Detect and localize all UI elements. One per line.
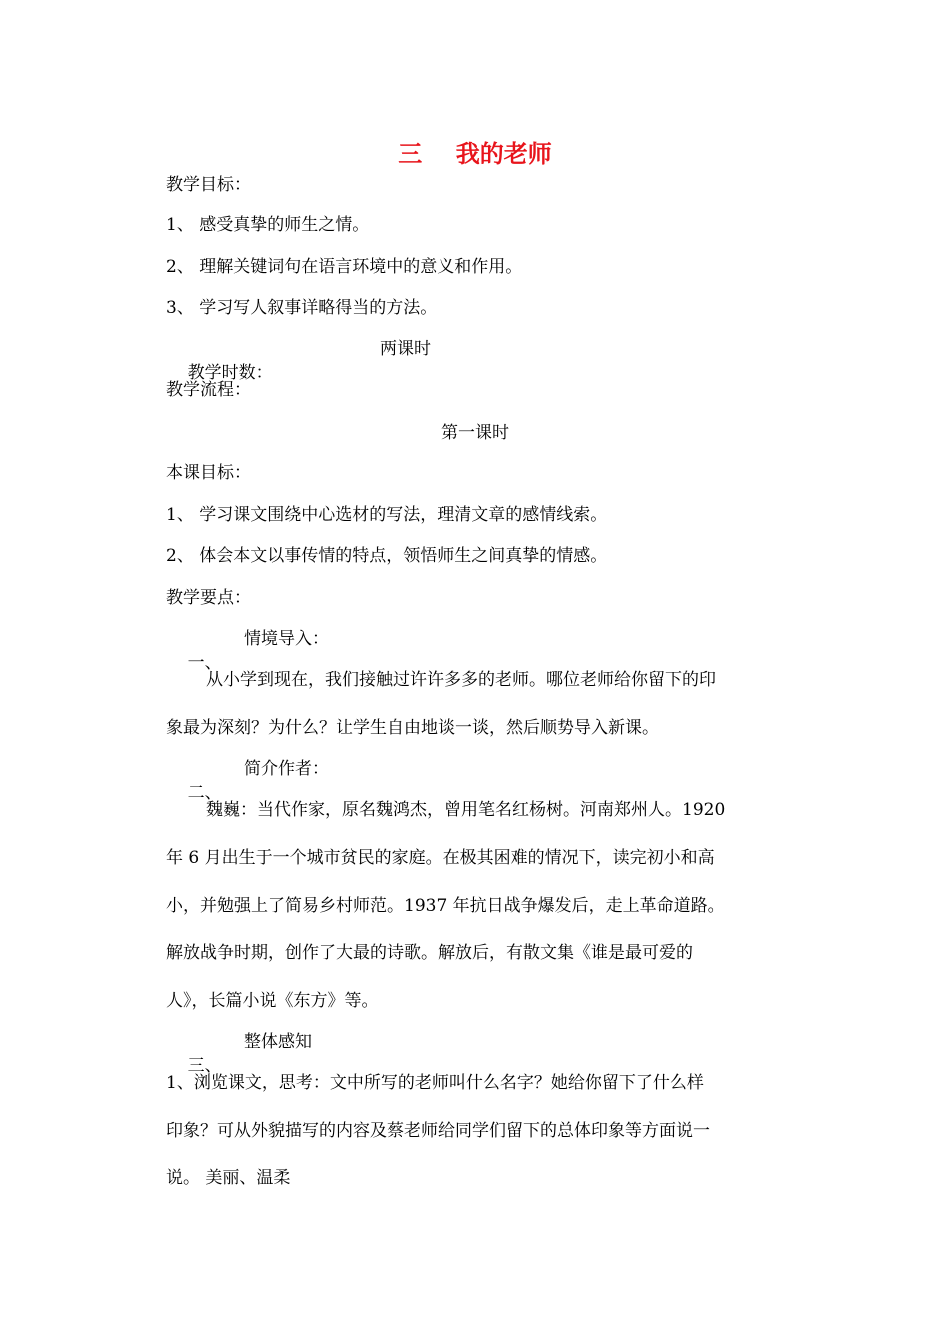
lesson-goal-item-2: 2、 体会本文以事传情的特点，领悟师生之间真挚的情感。 <box>166 546 608 566</box>
paragraph-line: 小，并勉强上了简易乡村师范。1937 年抗日战争爆发后，走上革命道路。 <box>166 896 725 916</box>
section-2-title: 简介作者： <box>244 759 329 779</box>
teaching-process-heading: 教学流程： <box>166 380 251 400</box>
goal-item-1: 1、 感受真挚的师生之情。 <box>166 215 370 235</box>
teaching-points-heading: 教学要点： <box>166 588 251 608</box>
paragraph-line: 人》，长篇小说《东方》等。 <box>166 991 379 1011</box>
paragraph-line: 象最为深刻？为什么？让学生自由地谈一谈，然后顺势导入新课。 <box>166 718 659 738</box>
teaching-goals-heading: 教学目标： <box>166 175 251 195</box>
teaching-hours-value: 两课时 <box>380 339 431 359</box>
goal-item-2: 2、 理解关键词句在语言环境中的意义和作用。 <box>166 257 523 277</box>
section-3-number: 三、 <box>187 1056 222 1076</box>
lesson-goal-item-1: 1、 学习课文围绕中心选材的写法，理清文章的感情线索。 <box>166 505 608 525</box>
paragraph-line: 年 6 月出生于一个城市贫民的家庭。在极其困难的情况下，读完初小和高 <box>166 848 715 868</box>
first-lesson-heading: 第一课时 <box>441 423 509 443</box>
section-1-number: 一、 <box>187 653 222 673</box>
paragraph-line: 从小学到现在，我们接触过许许多多的老师。哪位老师给你留下的印 <box>206 670 716 690</box>
section-1-title: 情境导入： <box>244 629 329 649</box>
paragraph-line: 1、浏览课文，思考：文中所写的老师叫什么名字？她给你留下了什么样 <box>166 1073 704 1093</box>
section-3-title: 整体感知 <box>244 1032 312 1052</box>
document-title: 三 我的老师 <box>398 139 552 168</box>
lesson-goals-heading: 本课目标： <box>166 463 251 483</box>
paragraph-line: 印象？可从外貌描写的内容及蔡老师给同学们留下的总体印象等方面说一 <box>166 1121 710 1141</box>
teaching-hours-label: 教学时数： <box>187 363 273 383</box>
paragraph-line: 解放战争时期，创作了大最的诗歌。解放后，有散文集《谁是最可爱的 <box>166 943 693 963</box>
paragraph-line: 魏巍：当代作家，原名魏鸿杰，曾用笔名红杨树。河南郑州人。1920 <box>206 800 726 820</box>
goal-item-3: 3、 学习写人叙事详略得当的方法。 <box>166 298 438 318</box>
paragraph-line: 说。 美丽、温柔 <box>166 1168 291 1188</box>
section-2-number: 二、 <box>187 783 222 803</box>
